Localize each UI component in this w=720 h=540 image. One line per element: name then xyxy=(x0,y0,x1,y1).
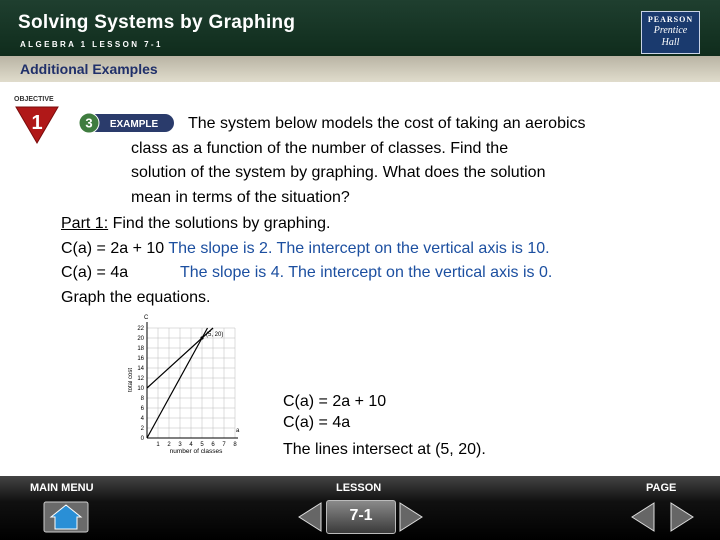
y-tick-labels xyxy=(137,326,144,442)
graph-instruction: Graph the equations. xyxy=(61,288,211,306)
lesson-subtitle: ALGEBRA 1 LESSON 7-1 xyxy=(20,40,163,49)
equation-1-note: The slope is 2. The intercept on the vertical axis is 10. xyxy=(168,239,550,257)
y-tick-label: 8 xyxy=(140,396,144,402)
problem-statement xyxy=(131,112,651,210)
equation-2-note: The slope is 4. The intercept on the vertical axis is 0. xyxy=(180,264,553,281)
lesson-next-button[interactable] xyxy=(398,501,424,533)
arrow-left-icon xyxy=(632,503,654,531)
problem-line: class as a function of the number of classes. Find the xyxy=(131,139,509,157)
problem-line: mean in terms of the situation? xyxy=(131,188,350,206)
banner-title: Additional Examples xyxy=(20,61,158,77)
arrow-right-icon xyxy=(671,503,693,531)
x-tick-label: 1 xyxy=(156,442,160,448)
logo-line3: Hall xyxy=(661,37,680,48)
x-tick-label: 2 xyxy=(167,442,171,448)
objective-label: OBJECTIVE xyxy=(14,96,54,103)
arrow-right-icon xyxy=(400,503,422,531)
y-var-label: C xyxy=(144,315,149,321)
y-tick-label: 10 xyxy=(137,386,144,392)
part1-section xyxy=(61,212,681,310)
page-next-button[interactable] xyxy=(669,501,695,533)
graph-grid xyxy=(147,328,235,438)
system-equations xyxy=(283,391,386,433)
x-tick-label: 5 xyxy=(200,442,204,448)
header-bar xyxy=(0,0,720,56)
y-axis-label: total cost xyxy=(128,367,134,393)
objective-marker xyxy=(14,96,64,145)
x-tick-label: 4 xyxy=(189,442,193,448)
page-title: Solving Systems by Graphing xyxy=(18,12,296,33)
y-tick-label: 2 xyxy=(140,426,144,432)
example-number: 3 xyxy=(85,115,93,131)
part1-heading: Part 1: xyxy=(61,215,109,232)
y-tick-label: 14 xyxy=(137,366,144,372)
x-axis-label: number of classes xyxy=(169,448,223,455)
page-prev-button[interactable] xyxy=(630,501,656,533)
solution-equation-1: C(a) = 2a + 10 xyxy=(283,393,387,410)
x-tick-label: 3 xyxy=(178,442,182,448)
logo-line2: Prentice xyxy=(653,25,688,36)
y-tick-label: 0 xyxy=(140,436,144,442)
line-4a xyxy=(147,328,208,438)
x-tick-label: 8 xyxy=(233,442,237,448)
y-tick-label: 6 xyxy=(140,406,144,412)
y-tick-label: 16 xyxy=(137,356,144,362)
example-label: EXAMPLE xyxy=(109,119,159,130)
y-tick-label: 4 xyxy=(140,416,144,422)
main-menu-label: MAIN MENU xyxy=(30,482,94,494)
intersection-point xyxy=(200,336,203,339)
cost-graph xyxy=(128,310,248,460)
objective-icon xyxy=(14,105,60,145)
y-tick-label: 12 xyxy=(137,376,144,382)
lesson-label: LESSON xyxy=(336,482,382,494)
part1-heading-rest: Find the solutions by graphing. xyxy=(108,215,331,232)
page-label: PAGE xyxy=(646,482,677,494)
solution-equation-2: C(a) = 4a xyxy=(283,414,351,431)
lesson-prev-button[interactable] xyxy=(297,501,323,533)
section-banner xyxy=(0,56,720,82)
logo-line1: PEARSON xyxy=(647,15,694,24)
intersection-label: (5, 20) xyxy=(206,332,224,338)
home-button[interactable] xyxy=(43,501,89,533)
objective-number: 1 xyxy=(31,112,43,134)
x-var-label: a xyxy=(236,428,240,434)
y-tick-label: 22 xyxy=(137,326,144,332)
x-tick-label: 7 xyxy=(222,442,226,448)
y-tick-label: 18 xyxy=(137,346,144,352)
y-tick-label: 20 xyxy=(137,336,144,342)
conclusion-text: The lines intersect at (5, 20). xyxy=(283,441,486,458)
x-tick-label: 6 xyxy=(211,442,215,448)
lesson-number-button[interactable]: 7-1 xyxy=(326,500,396,534)
equation-2: C(a) = 4a xyxy=(61,264,129,281)
problem-line: solution of the system by graphing. What does the solution xyxy=(131,164,546,181)
equation-1: C(a) = 2a + 10 xyxy=(61,239,165,257)
problem-line: The system below models the cost of taking an aerobics xyxy=(188,115,586,132)
arrow-left-icon xyxy=(299,503,321,531)
pearson-logo xyxy=(641,11,700,54)
